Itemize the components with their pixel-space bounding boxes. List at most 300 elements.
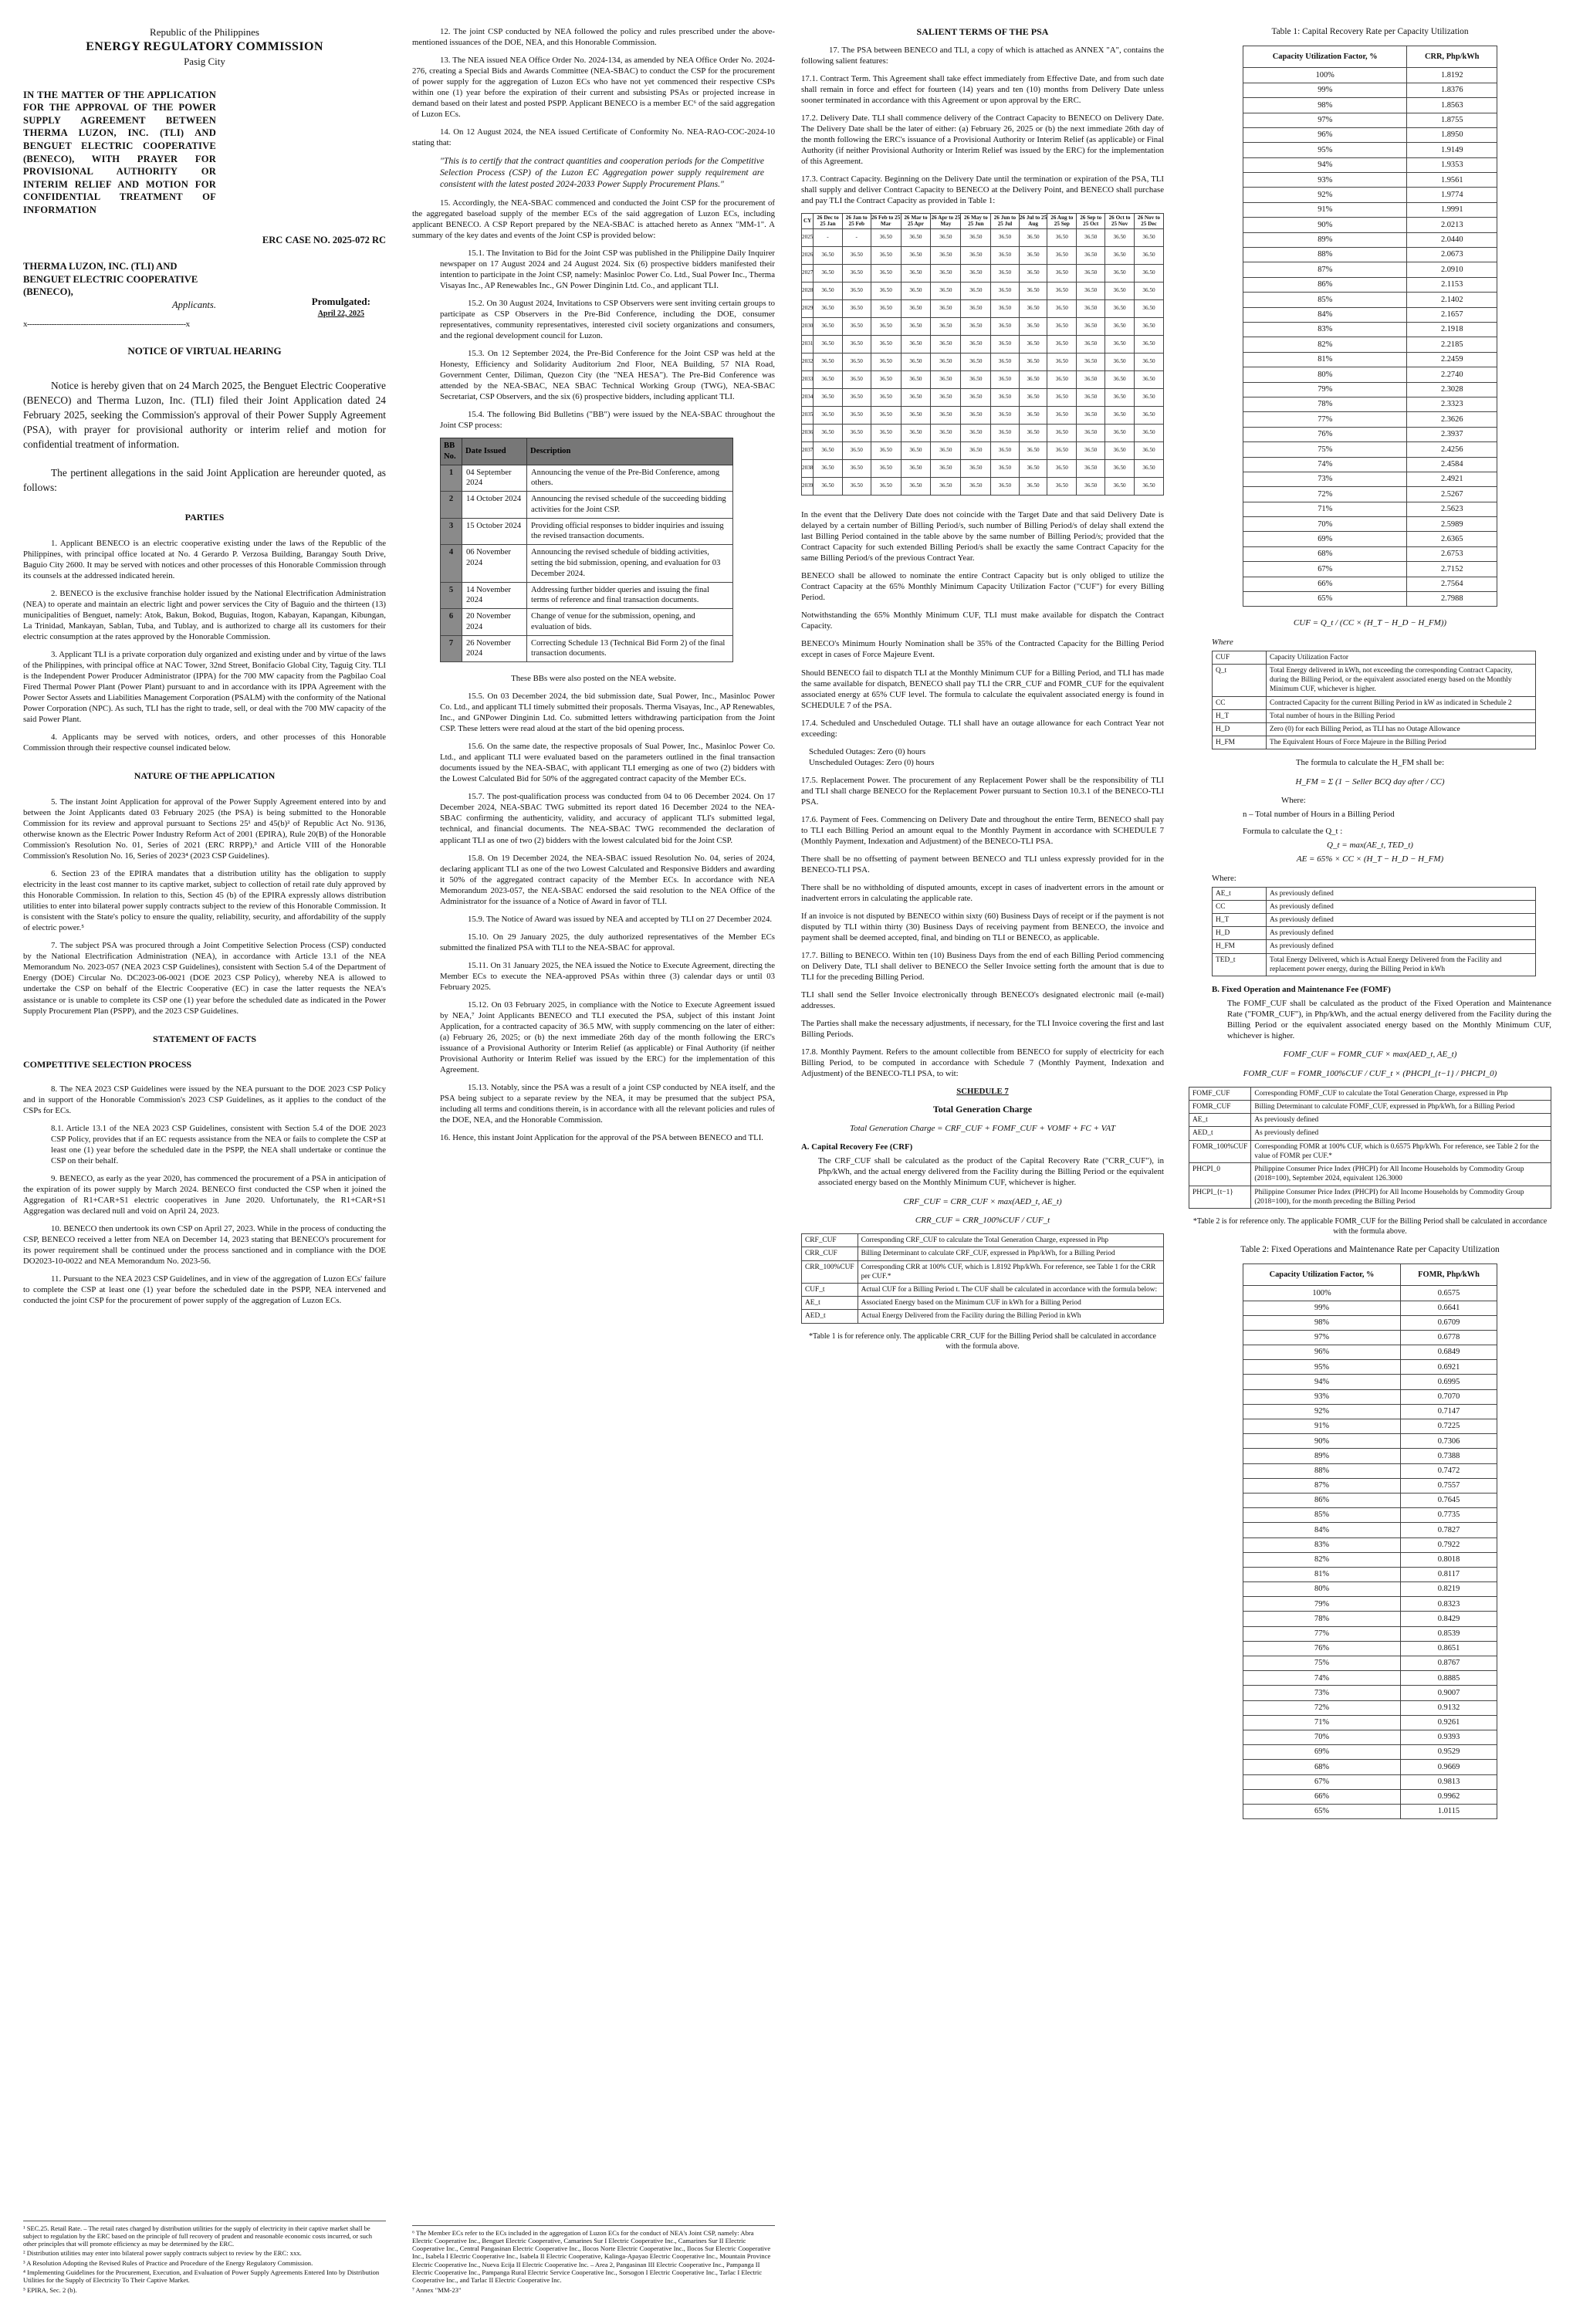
table-row bbox=[1243, 382, 1497, 397]
table-row bbox=[1243, 472, 1497, 486]
cuf-percent: 76% bbox=[1243, 427, 1407, 441]
table-header-cell: Capacity Utilization Factor, % bbox=[1243, 1263, 1401, 1286]
table-row bbox=[1243, 367, 1497, 382]
rate-value: 1.8563 bbox=[1407, 98, 1497, 113]
definition-row bbox=[1213, 927, 1536, 940]
cc-value: 36.50 bbox=[1019, 407, 1047, 425]
cc-value: 36.50 bbox=[961, 247, 991, 265]
cc-value: 36.50 bbox=[1134, 318, 1163, 336]
rate-value: 2.2185 bbox=[1407, 337, 1497, 352]
para-17-7: 17.7. Billing to BENECO. Within ten (10) Business Days from the end of each Billing Period commencing on Delivery Date, TLI shall deliver to BENECO the Seller Invoice setting forth the amount that is due to TLI for the preceding Billing Period. bbox=[801, 951, 1164, 983]
cc-value: 36.50 bbox=[842, 336, 871, 354]
cc-value: 36.50 bbox=[1019, 442, 1047, 460]
table-row bbox=[1243, 83, 1497, 97]
cc-value: 36.50 bbox=[1019, 282, 1047, 300]
certificate-quote: "This is to certify that the contract quantities and cooperation periods for the Competitive Selection Process (CSP) of the Luzon EC Aggregation power supply requirement are consistent with the latest posted 2024-2033 Power Supply Procurement Plans." bbox=[440, 156, 764, 190]
cc-value: 36.50 bbox=[871, 407, 901, 425]
bb-description: Change of venue for the submission, opening, and evaluation of bids. bbox=[527, 609, 733, 636]
bb-description: Addressing further bidder queries and issuing the final terms of reference and final transaction documents. bbox=[527, 582, 733, 609]
cuf-percent: 70% bbox=[1243, 1730, 1401, 1744]
para-15-7: 15.7. The post-qualification process was conducted from 04 to 06 December 2024. On 17 December 2024, NEA-SBAC TWG submitted its report dated 16 December 2024 to the NEA-SBAC confirming the authenticity, validity, and accuracy of applicant TLI's submitted legal, technical, and financial documents. The NEA-SBAC TWG recommended the declaration of applicant TLI as one of two (2) bidders with the lowest calculated bid for the Joint CSP. bbox=[440, 792, 775, 845]
table-row bbox=[1243, 1612, 1497, 1626]
rate-value: 1.9774 bbox=[1407, 188, 1497, 202]
cc-value: 36.50 bbox=[901, 300, 931, 318]
table-row bbox=[802, 247, 1164, 265]
cc-value: 36.50 bbox=[1047, 460, 1077, 478]
bb-date: 14 November 2024 bbox=[462, 582, 527, 609]
cc-value: 36.50 bbox=[1077, 265, 1105, 282]
cc-value: 36.50 bbox=[961, 460, 991, 478]
definition-term: AE_t bbox=[1213, 887, 1267, 900]
cc-value: 36.50 bbox=[842, 371, 871, 389]
cc-value: 36.50 bbox=[1047, 425, 1077, 442]
contract-capacity-table bbox=[801, 213, 1164, 496]
para-16: 16. Hence, this instant Joint Application for the approval of the PSA between BENECO and TLI. bbox=[440, 1133, 764, 1143]
para-15-13: 15.13. Notably, since the PSA was a result of a joint CSP conducted by NEA itself, and the PSA being subject to a separate review by the NEA, it may be presumed that the subject PSA, including all terms and conditions therein, is in accordance with all the relevant policies and rules of the DOE, NEA, and the Honorable Commission. bbox=[440, 1083, 775, 1125]
cc-value: 36.50 bbox=[1077, 425, 1105, 442]
caption-divider: x-----------------------------------------------------------------x bbox=[23, 319, 190, 329]
table-row bbox=[1243, 1774, 1497, 1789]
table-row bbox=[1243, 1419, 1497, 1434]
cc-value: 36.50 bbox=[1047, 229, 1077, 247]
rate-value: 2.1918 bbox=[1407, 322, 1497, 337]
table-row bbox=[1243, 502, 1497, 516]
para-3: 3. Applicant TLI is a private corporation duly organized and existing under and by virtue of the laws of the Philippines, with principal office at NAC Tower, 32nd Street, Bonifacio Global City, Taguig City. TLI is the Independent Power Producer Administrator (IPPA) for the 700 MW capacity from the Pagbilao Coal Fired Thermal Power Plant (Power Plant) pursuant to and in accordance with its IPPA Agreement with the Power Sector Assets and Liabilities Management Corporation (PSALM) with the conformity of the National Power Corporation (NPC). As such, TLI has the right to trade, sell, or deal with the 700 MW capacity of the said Power Plant. bbox=[23, 650, 386, 725]
table-row bbox=[802, 478, 1164, 496]
cc-value: 36.50 bbox=[901, 318, 931, 336]
cc-value: 36.50 bbox=[961, 442, 991, 460]
rate-value: 0.7557 bbox=[1401, 1478, 1497, 1493]
table-row bbox=[1243, 442, 1497, 457]
cuf-percent: 78% bbox=[1243, 397, 1407, 411]
cc-value: 36.50 bbox=[1077, 336, 1105, 354]
outage-scheduled: Scheduled Outages: Zero (0) hours bbox=[809, 746, 926, 756]
definition-term: H_FM bbox=[1213, 940, 1267, 953]
cc-value: 36.50 bbox=[814, 389, 842, 407]
cc-value: 36.50 bbox=[842, 318, 871, 336]
cc-value: 36.50 bbox=[991, 229, 1019, 247]
cc-value: 36.50 bbox=[1019, 300, 1047, 318]
para-4: 4. Applicants may be served with notices, orders, and other processes of this Honorable Commission through their respective counsel indicated below. bbox=[23, 732, 386, 753]
definition-text: Contracted Capacity for the current Billing Period in kW as indicated in Schedule 2 bbox=[1267, 696, 1536, 709]
table-row bbox=[1243, 457, 1497, 472]
table-row bbox=[1243, 1641, 1497, 1656]
cc-value: 36.50 bbox=[931, 265, 961, 282]
table-row bbox=[1243, 1375, 1497, 1389]
rate-value: 2.0440 bbox=[1407, 232, 1497, 247]
where-label-3: Where: bbox=[1212, 873, 1236, 883]
bb-description: Correcting Schedule 13 (Technical Bid Form 2) of the final transaction documents. bbox=[527, 635, 733, 662]
cc-value: 36.50 bbox=[1019, 265, 1047, 282]
crf-title: A. Capital Recovery Fee (CRF) bbox=[801, 1142, 913, 1152]
definition-row bbox=[802, 1297, 1164, 1310]
definition-term: FOMR_CUF bbox=[1189, 1101, 1251, 1114]
cc-value: 36.50 bbox=[901, 371, 931, 389]
cc-value: 36.50 bbox=[1047, 442, 1077, 460]
heading-csp: COMPETITIVE SELECTION PROCESS bbox=[23, 1059, 192, 1071]
cc-value: 36.50 bbox=[991, 300, 1019, 318]
rate-value: 0.8651 bbox=[1401, 1641, 1497, 1656]
cc-value: 36.50 bbox=[1105, 371, 1135, 389]
table-header-cell: 26 Feb to 25 Mar bbox=[871, 214, 901, 229]
rate-value: 0.9669 bbox=[1401, 1760, 1497, 1774]
cc-value: 36.50 bbox=[901, 407, 931, 425]
cuf-percent: 67% bbox=[1243, 1774, 1401, 1789]
tgc-formula: Total Generation Charge = CRF_CUF + FOMF_CUF + VOMF + FC + VAT bbox=[850, 1124, 1115, 1134]
cc-value: 36.50 bbox=[1047, 300, 1077, 318]
para-no-withholding: There shall be no withholding of disputed amounts, except in cases of inadvertent errors in the amount or inadvertent errors in calculating the applicable rate. bbox=[801, 883, 1164, 904]
cc-year: 2036 bbox=[802, 425, 814, 442]
cuf-percent: 66% bbox=[1243, 1789, 1401, 1804]
table-row bbox=[1243, 1656, 1497, 1671]
definition-row bbox=[1189, 1163, 1551, 1186]
definition-term: AE_t bbox=[1189, 1114, 1251, 1127]
table-row bbox=[1243, 1730, 1497, 1744]
cc-value: 36.50 bbox=[842, 354, 871, 371]
cc-value: 36.50 bbox=[991, 282, 1019, 300]
cuf-percent: 80% bbox=[1243, 367, 1407, 382]
table-row bbox=[441, 545, 733, 582]
heading-parties: PARTIES bbox=[184, 512, 225, 523]
bb-date: 14 October 2024 bbox=[462, 492, 527, 519]
rate-value: 1.8755 bbox=[1407, 113, 1497, 127]
cc-value: 36.50 bbox=[814, 407, 842, 425]
cc-value: 36.50 bbox=[871, 282, 901, 300]
bid-bulletins-table bbox=[440, 438, 733, 662]
definition-text: The Equivalent Hours of Force Majeure in the Billing Period bbox=[1267, 736, 1536, 749]
para-12: 12. The joint CSP conducted by NEA followed the policy and rules prescribed under the above-mentioned issuances of the DOE, NEA, and this Honorable Commission. bbox=[412, 27, 775, 48]
para-17-3: 17.3. Contract Capacity. Beginning on the Delivery Date until the termination or expiration of the PSA, TLI shall supply and deliver Contract Capacity to BENECO at the Delivery Point, and BENECO shall purchase and pay TLI the Contract Capacity as provided in Table 1: bbox=[801, 174, 1164, 205]
cuf-percent: 77% bbox=[1243, 1626, 1401, 1641]
table-row bbox=[1243, 1478, 1497, 1493]
rate-value: 0.8117 bbox=[1401, 1567, 1497, 1581]
rate-value: 2.3937 bbox=[1407, 427, 1497, 441]
table-row bbox=[1243, 1330, 1497, 1345]
cc-value: 36.50 bbox=[842, 265, 871, 282]
cc-value: 36.50 bbox=[814, 282, 842, 300]
table-header-cell: Date Issued bbox=[462, 438, 527, 465]
table-row bbox=[1243, 202, 1497, 217]
cuf-percent: 93% bbox=[1243, 1389, 1401, 1404]
table-row bbox=[1243, 127, 1497, 142]
where-label-2: Where: bbox=[1281, 795, 1306, 805]
cc-value: 36.50 bbox=[931, 300, 961, 318]
table-row bbox=[1243, 352, 1497, 367]
cc-value: 36.50 bbox=[1105, 282, 1135, 300]
definition-text: Philippine Consumer Price Index (PHCPI) for All Income Households by Commodity Group (2018=100), for the month preceding the Billing Period bbox=[1251, 1186, 1551, 1208]
table-row bbox=[1243, 1597, 1497, 1612]
definition-term: H_D bbox=[1213, 723, 1267, 736]
footnote-1: ¹ SEC.25. Retail Rate. – The retail rates charged by distribution utilities for the supply of electricity in their captive market shall be subject to regulation by the ERC based on the principle of full recovery of prudent and reasonable economic costs incurred, or such other principles that will promote efficiency as may be determined by the ERC. bbox=[23, 2224, 372, 2248]
cc-value: 36.50 bbox=[1047, 247, 1077, 265]
cuf-percent: 80% bbox=[1243, 1582, 1401, 1597]
definition-term: CUF bbox=[1213, 651, 1267, 664]
cc-value: 36.50 bbox=[991, 442, 1019, 460]
cuf-percent: 100% bbox=[1243, 1286, 1401, 1301]
bb-description: Announcing the revised schedule of the succeeding bidding activities for the Joint CSP. bbox=[527, 492, 733, 519]
qt-formula-2: AE = 65% × CC × (H_T − H_D − H_FM) bbox=[1296, 854, 1444, 864]
rate-value: 2.7152 bbox=[1407, 562, 1497, 577]
bb-number: 7 bbox=[441, 635, 462, 662]
definition-text: Corresponding CRF_CUF to calculate the Total Generation Charge, expressed in Php bbox=[858, 1234, 1163, 1247]
definition-row bbox=[802, 1234, 1164, 1247]
definition-term: H_FM bbox=[1213, 736, 1267, 749]
cc-value: 36.50 bbox=[814, 371, 842, 389]
cc-value: 36.50 bbox=[1134, 442, 1163, 460]
cc-value: 36.50 bbox=[901, 425, 931, 442]
para-11: 11. Pursuant to the NEA 2023 CSP Guidelines, and in view of the aggregation of Luzon ECs' failure to complete the CSP at least one (1) year before the scheduled date in the PSPP, NEA intervened and conducted the joint CSP for the procurement of power supply of the aggregation of Luzon ECs. bbox=[23, 1274, 386, 1306]
table-row bbox=[802, 371, 1164, 389]
table-row bbox=[1243, 143, 1497, 157]
cc-year: 2029 bbox=[802, 300, 814, 318]
definition-term: FOMR_100%CUF bbox=[1189, 1140, 1251, 1162]
cuf-percent: 83% bbox=[1243, 1537, 1401, 1552]
outage-unscheduled: Unscheduled Outages: Zero (0) hours bbox=[809, 757, 935, 767]
rate-value: 0.8018 bbox=[1401, 1552, 1497, 1567]
cc-value: 36.50 bbox=[1105, 460, 1135, 478]
cc-value: 36.50 bbox=[871, 371, 901, 389]
cc-value: 36.50 bbox=[871, 389, 901, 407]
para-17-1: 17.1. Contract Term. This Agreement shall take effect immediately from Effective Date, and from such date shall remain in force and effect for fourteen (14) years and ten (10) months from Delivery Date unless sooner terminated in accordance with this Agreement or upon approval by the ERC. bbox=[801, 73, 1164, 105]
table-row bbox=[1243, 1301, 1497, 1315]
cc-value: 36.50 bbox=[1105, 336, 1135, 354]
rate-value: 2.6365 bbox=[1407, 532, 1497, 546]
bb-date: 06 November 2024 bbox=[462, 545, 527, 582]
cc-year: 2032 bbox=[802, 354, 814, 371]
table-row bbox=[1243, 293, 1497, 307]
cc-value: 36.50 bbox=[1077, 389, 1105, 407]
qt-intro: Formula to calculate the Q_t : bbox=[1243, 826, 1343, 836]
cc-value: 36.50 bbox=[931, 229, 961, 247]
definition-row bbox=[1213, 940, 1536, 953]
para-13: 13. The NEA issued NEA Office Order No. 2024-134, as amended by NEA Office Order No. 2024-276, creating a Special Bids and Awards Committee (NEA-SBAC) to conduct the CSP for the procurement of power supply for the aggregation of Luzon ECs who have not yet commenced their respective CSPs within one (1) year before the expiration of their current and subsisting PSAs or projected increase in demand based on their latest and posted PSPP. Applicant BENECO is a member EC⁶ of the said aggregation of Luzon ECs. bbox=[412, 56, 775, 120]
table-row bbox=[1243, 1582, 1497, 1597]
cc-value: 36.50 bbox=[991, 478, 1019, 496]
rate-value: 2.1657 bbox=[1407, 307, 1497, 322]
table-row bbox=[802, 318, 1164, 336]
table-row bbox=[1243, 1508, 1497, 1523]
para-dispatch-fail: Should BENECO fail to dispatch TLI at the Monthly Minimum CUF for a Billing Period, and TLI has made the same available for dispatch, BENECO shall pay TLI the CRR_CUF and FOMR_CUF for the equivalent associated energy at 65% CUF level. The formula to calculate the equivalent associated energy is found in SCHEDULE 7 of the PSA. bbox=[801, 668, 1164, 710]
para-17-2: 17.2. Delivery Date. TLI shall commence delivery of the Contract Capacity to BENECO on Delivery Date. The Delivery Date shall be the later of either: (a) February 26, 2025 or (b) the next immediate 26th day of the month following the ERC's issuance of a Provisional Authority or Interim Relief (as applicable) or Final Authority (if neither Provisional Authority or Interim Relief was issued by the ERC) for the implementation of this Agreement. bbox=[801, 113, 1164, 166]
para-7: 7. The subject PSA was procured through a Joint Competitive Selection Process (CSP) conducted by the National Electrification Administration (NEA), in accordance with Article 13.1 of the NEA Memorandum No. 2023-057 (NEA 2023 CSP Guidelines), consistent with Section 5.4 of the Department of Energy (DOE) Circular No. DC2023-06-0021 (DOE 2023 CSP Policy), whereby NEA is allowed to undertake the CSP on behalf of the Electric Cooperative (EC) in case the latter requests the NEA's assistance or is unable to complete its CSP one (1) year before the scheduled date as indicated in the Power Supply Procurement Plan (PSPP), and the 2023 CSP Guidelines. bbox=[23, 941, 386, 1016]
para-17: 17. The PSA between BENECO and TLI, a copy of which is attached as ANNEX "A", contains the following salient features: bbox=[801, 45, 1164, 66]
table-row bbox=[802, 300, 1164, 318]
cuf-percent: 74% bbox=[1243, 457, 1407, 472]
cc-value: 36.50 bbox=[1134, 229, 1163, 247]
cc-value: 36.50 bbox=[931, 247, 961, 265]
definition-term: H_D bbox=[1213, 927, 1267, 940]
cuf-percent: 94% bbox=[1243, 1375, 1401, 1389]
para-min-hourly: BENECO's Minimum Hourly Nomination shall be 35% of the Contracted Capacity for the Billing Period except in cases of Force Majeure Event. bbox=[801, 639, 1164, 660]
rate-value: 0.7388 bbox=[1401, 1449, 1497, 1463]
table-row bbox=[441, 582, 733, 609]
bb-number: 3 bbox=[441, 518, 462, 545]
para-2: 2. BENECO is the exclusive franchise holder issued by the National Electrification Administration (NEA) to operate and maintain an electric light and power services the City of Baguio and the thirteen (13) municipalities of Benguet, namely: Atok, Bakun, Bokod, Buguias, Itogon, Kabayan, Kapangan, Kibungan, La Trinidad, Mankayan, Sablan, Tuba, and Tublay, and is authorized to charge all its customers for their electric consumption at the rates approved by the Honorable Commission. bbox=[23, 588, 386, 642]
parties-block bbox=[23, 260, 386, 319]
rate-value: 1.9149 bbox=[1407, 143, 1497, 157]
cuf-percent: 76% bbox=[1243, 1641, 1401, 1656]
cc-value: 36.50 bbox=[991, 460, 1019, 478]
rate-value: 1.9991 bbox=[1407, 202, 1497, 217]
definition-row bbox=[802, 1283, 1164, 1296]
table-row bbox=[1243, 1286, 1497, 1301]
cuf-percent: 65% bbox=[1243, 1804, 1401, 1818]
fomf-formula-2: FOMR_CUF = FOMR_100%CUF / CUF_t × (PHCPI_{t−1} / PHCPI_0) bbox=[1243, 1068, 1497, 1078]
promulgated-label: Promulgated: bbox=[311, 295, 370, 307]
rate-value: 0.7827 bbox=[1401, 1523, 1497, 1537]
cc-value: 36.50 bbox=[1105, 318, 1135, 336]
cc-value: 36.50 bbox=[871, 318, 901, 336]
rate-value: 0.9261 bbox=[1401, 1715, 1497, 1730]
cc-value: 36.50 bbox=[961, 229, 991, 247]
definition-text: Capacity Utilization Factor bbox=[1267, 651, 1536, 664]
table-row bbox=[1243, 412, 1497, 427]
para-15-10: 15.10. On 29 January 2025, the duly authorized representatives of the Member ECs submitted the finalized PSA with TLI to the NEA-SBAC for approval. bbox=[440, 932, 775, 952]
cc-value: 36.50 bbox=[814, 318, 842, 336]
cc-value: 36.50 bbox=[901, 478, 931, 496]
cc-value: 36.50 bbox=[961, 265, 991, 282]
table-header-cell: 26 Oct to 25 Nov bbox=[1105, 214, 1135, 229]
cc-value: 36.50 bbox=[1019, 478, 1047, 496]
cc-value: 36.50 bbox=[901, 460, 931, 478]
cc-value: 36.50 bbox=[1134, 300, 1163, 318]
para-17-4: 17.4. Scheduled and Unscheduled Outage. TLI shall have an outage allowance for each Contract Year not exceeding: bbox=[801, 718, 1164, 739]
cc-value: 36.50 bbox=[1134, 336, 1163, 354]
table-row bbox=[1243, 1552, 1497, 1567]
definition-text: Philippine Consumer Price Index (PHCPI) for All Income Households by Commodity Group (2018=100), September 2024, equivalent 126.3000 bbox=[1251, 1163, 1551, 1186]
definition-term: Q_t bbox=[1213, 664, 1267, 696]
cuf-percent: 68% bbox=[1243, 546, 1407, 561]
table-row bbox=[1243, 577, 1497, 591]
cc-value: 36.50 bbox=[931, 354, 961, 371]
cuf-percent: 81% bbox=[1243, 352, 1407, 367]
cuf-percent: 79% bbox=[1243, 382, 1407, 397]
cuf-percent: 77% bbox=[1243, 412, 1407, 427]
column-3 bbox=[801, 26, 1164, 2295]
cc-value: 36.50 bbox=[991, 407, 1019, 425]
table-1-title: Table 1: Capital Recovery Rate per Capacity Utilization bbox=[1271, 27, 1469, 36]
definition-row bbox=[1189, 1101, 1551, 1114]
rate-value: 2.0910 bbox=[1407, 262, 1497, 277]
parties-names bbox=[23, 260, 216, 319]
cc-value: 36.50 bbox=[961, 371, 991, 389]
cuf-percent: 92% bbox=[1243, 1404, 1401, 1419]
rate-value: 0.8323 bbox=[1401, 1597, 1497, 1612]
cc-value: 36.50 bbox=[1019, 229, 1047, 247]
cc-year: 2025 bbox=[802, 229, 814, 247]
definition-text: Total Energy Delivered, which is Actual Energy Delivered from the Facility and replacement power energy, during the Billing Period in kWh bbox=[1267, 953, 1536, 976]
para-15-9: 15.9. The Notice of Award was issued by NEA and accepted by TLI on 27 December 2024. bbox=[468, 914, 773, 924]
cc-value: 36.50 bbox=[1077, 371, 1105, 389]
definition-term: AED_t bbox=[1189, 1127, 1251, 1140]
definition-row bbox=[1213, 723, 1536, 736]
para-email-invoice: TLI shall send the Seller Invoice electronically through BENECO's designated electronic mail (e-mail) addresses. bbox=[801, 990, 1164, 1011]
table-row bbox=[1243, 1345, 1497, 1360]
cc-value: 36.50 bbox=[901, 354, 931, 371]
rate-value: 1.8192 bbox=[1407, 68, 1497, 83]
rate-value: 2.2459 bbox=[1407, 352, 1497, 367]
table-row bbox=[1243, 562, 1497, 577]
rate-value: 0.9529 bbox=[1401, 1745, 1497, 1760]
definition-row bbox=[1189, 1140, 1551, 1162]
bb-date: 04 September 2024 bbox=[462, 465, 527, 492]
rate-value: 0.9962 bbox=[1401, 1789, 1497, 1804]
cc-year: 2034 bbox=[802, 389, 814, 407]
rate-value: 0.9813 bbox=[1401, 1774, 1497, 1789]
bb-number: 5 bbox=[441, 582, 462, 609]
republic-line: Republic of the Philippines bbox=[150, 26, 259, 38]
rate-value: 0.6995 bbox=[1401, 1375, 1497, 1389]
cc-year: 2035 bbox=[802, 407, 814, 425]
cc-value: 36.50 bbox=[931, 442, 961, 460]
table-row bbox=[802, 282, 1164, 300]
footnote-4: ⁴ Implementing Guidelines for the Procurement, Execution, and Evaluation of Power Supply Agreements Entered Into by Distribution Utilities for the Supply of Electricity To Their Captive Market. bbox=[23, 2268, 380, 2285]
definition-row bbox=[1213, 696, 1536, 709]
definition-text: Total number of hours in the Billing Period bbox=[1267, 709, 1536, 722]
definition-term: AED_t bbox=[802, 1310, 858, 1323]
rate-value: 0.7306 bbox=[1401, 1434, 1497, 1449]
cc-value: 36.50 bbox=[1019, 247, 1047, 265]
cc-value: 36.50 bbox=[991, 265, 1019, 282]
table-row bbox=[1243, 1760, 1497, 1774]
para-10: 10. BENECO then undertook its own CSP on April 27, 2023. While in the process of conducting the CSP, BENECO received a letter from NEA on December 14, 2023 stating that BENECO's procurement for its power requirement shall be continued under the process sanctioned and in compliance with the DOE DO2023-10-0022 and NEA Memorandum No. 2023-56. bbox=[23, 1224, 386, 1267]
cc-value: 36.50 bbox=[901, 247, 931, 265]
rate-value: 1.0115 bbox=[1401, 1804, 1497, 1818]
cc-value: 36.50 bbox=[961, 282, 991, 300]
table-row bbox=[1243, 1715, 1497, 1730]
rate-value: 2.3626 bbox=[1407, 412, 1497, 427]
definition-term: H_T bbox=[1213, 913, 1267, 926]
cuf-percent: 73% bbox=[1243, 472, 1407, 486]
crr-table bbox=[1243, 46, 1497, 607]
cc-value: 36.50 bbox=[871, 442, 901, 460]
bb-date: 26 November 2024 bbox=[462, 635, 527, 662]
definition-row bbox=[1213, 887, 1536, 900]
cc-value: 36.50 bbox=[1077, 282, 1105, 300]
definition-row bbox=[1213, 953, 1536, 976]
para-15-5: 15.5. On 03 December 2024, the bid submission date, Sual Power, Inc., Masinloc Power Co. Ltd., and applicant TLI timely submitted their proposals. Therma Visayas, Inc., AP Renewables, Inc., and GNPower Dinginin Ltd. Co. submitted letters withdrawing participation from the Joint CSP. These letters were read aloud at the start of the bid opening process. bbox=[440, 692, 775, 734]
table-row bbox=[1243, 546, 1497, 561]
rate-value: 0.6778 bbox=[1401, 1330, 1497, 1345]
cc-year: 2027 bbox=[802, 265, 814, 282]
cc-year: 2028 bbox=[802, 282, 814, 300]
para-delivery-delay: In the event that the Delivery Date does not coincide with the Target Date and that said Delivery Date is delayed by a certain number of Billing Period/s, such number of Billing Period/s of delay shall extend the last Billing Period contained in the table above by the same number of Billing Period/s; provided that the Contract Capacity for such extended Billing Period/s shall be exactly the same Contract Capacity for the same Billing Period/s of the previous Contract Year. bbox=[801, 510, 1164, 563]
cc-value: 36.50 bbox=[842, 425, 871, 442]
cuf-formula: CUF = Q_t / (CC × (H_T − H_D − H_FM)) bbox=[1293, 618, 1447, 628]
table-row bbox=[802, 389, 1164, 407]
cc-value: 36.50 bbox=[991, 425, 1019, 442]
cuf-percent: 90% bbox=[1243, 1434, 1401, 1449]
definition-row bbox=[1213, 913, 1536, 926]
cc-value: 36.50 bbox=[1047, 389, 1077, 407]
table-header-cell: FOMR, Php/kWh bbox=[1401, 1263, 1497, 1286]
cc-value: 36.50 bbox=[842, 282, 871, 300]
definition-term: CRF_CUF bbox=[802, 1234, 858, 1247]
cuf-percent: 97% bbox=[1243, 1330, 1401, 1345]
cuf-percent: 91% bbox=[1243, 1419, 1401, 1434]
cuf-percent: 72% bbox=[1243, 1700, 1401, 1715]
para-invoice-dispute: If an invoice is not disputed by BENECO within sixty (60) Business Days of receipt or if the payment is not disputed by TLI within thirty (30) Business Days of receiving payment from BENECO, the invoice and payment shall be deemed accepted, final, and binding on TLI or BENECO, as applicable. bbox=[801, 912, 1164, 943]
schedule-7-title: SCHEDULE 7 bbox=[956, 1087, 1009, 1097]
cc-value: 36.50 bbox=[1077, 442, 1105, 460]
cc-value: 36.50 bbox=[1047, 407, 1077, 425]
cuf-percent: 89% bbox=[1243, 1449, 1401, 1463]
crf-note: *Table 1 is for reference only. The applicable CRR_CUF for the Billing Period shall be calculated in accordance with the formula above. bbox=[809, 1331, 1156, 1351]
cc-value: 36.50 bbox=[961, 425, 991, 442]
cc-value: 36.50 bbox=[814, 300, 842, 318]
cc-value: 36.50 bbox=[1105, 300, 1135, 318]
table-header-cell: 26 May to 25 Jun bbox=[961, 214, 991, 229]
